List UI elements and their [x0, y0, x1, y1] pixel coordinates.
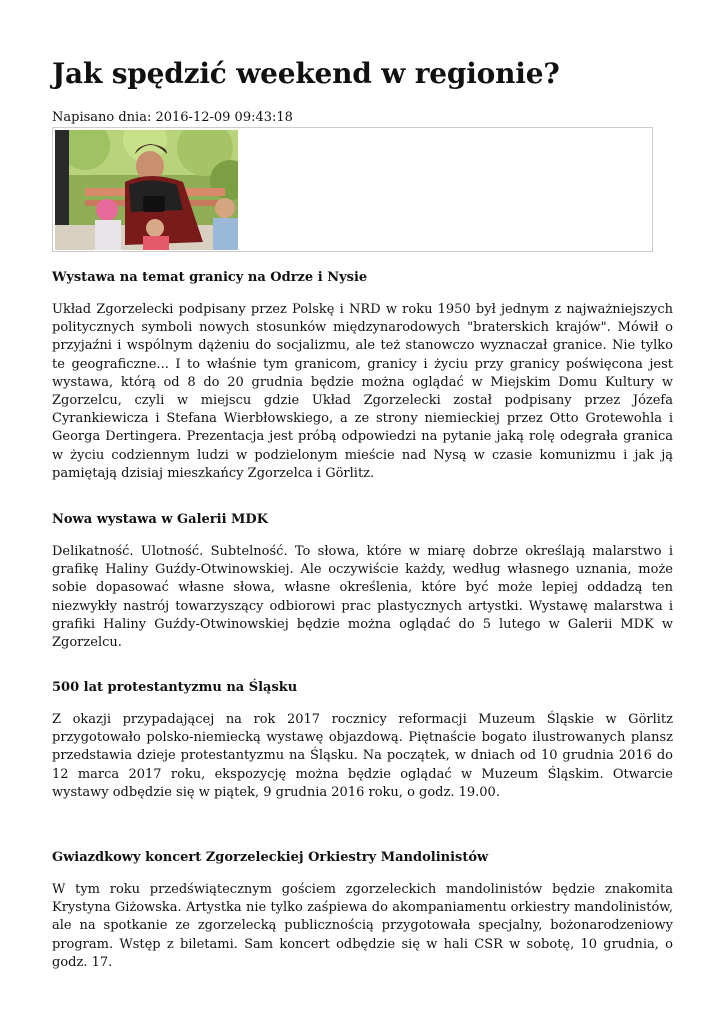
news-heading: Wystawa na temat granicy na Odrze i Nysie	[52, 270, 368, 285]
news-heading: Gwiazdkowy koncert Zgorzeleckiej Orkiestry Mandolinistów	[52, 850, 489, 865]
news-body: Delikatność. Ulotność. Subtelność. To słowa, które w miarę dobrze określają malarstwo i grafikę Haliny Guźdy-Otwinowskiej. Ale oczywiście każdy, według własnego uznania, może sobie dopasować własne słowa, własne określenia, które być może lepiej oddadzą ten niezwykły nastrój towarzyszący odbiorowi prac plastycznych artystki. Wystawę malarstwa i grafiki Haliny Guźdy-Otwinowskiej będzie można oglądać do 5 lutego w Galerii MDK w Zgorzelcu.	[52, 544, 673, 651]
news-body: Z okazji przypadającej na rok 2017 rocznicy reformacji Muzeum Śląskie w Görlitz przygotowało polsko-niemiecką wystawę objazdową. Piętnaście bogato ilustrowanych plansz przedstawia dzieje protestantyzmu na Śląsku. Na początek, w dniach od 10 grudnia 2016 do 12 marca 2017 roku, ekspozycję można będzie oglądać w Muzeum Śląskim. Otwarcie wystawy odbędzie się w piątek, 9 grudnia 2016 roku, o godz. 19.00.	[52, 712, 673, 800]
news-heading: 500 lat protestantyzmu na Śląsku	[52, 680, 298, 695]
news-heading: Nowa wystawa w Galerii MDK	[52, 512, 268, 527]
article-photo	[55, 130, 238, 250]
news-item	[52, 849, 673, 972]
news-body: W tym roku przedświątecznym gościem zgorzeleckich mandolinistów będzie znakomita Krystyna Giżowska. Artystka nie tylko zaśpiewa do akompaniamentu orkiestry mandolinistów, ale na spotkanie ze zgorzelecką publicznością przygotowała specjalny, bożonarodzeniowy program. Wstęp z biletami. Sam koncert odbędzie się w hali CSR w sobotę, 10 grudnia, o godz. 17.	[52, 882, 673, 970]
news-item	[52, 679, 673, 802]
news-body: Układ Zgorzelecki podpisany przez Polskę i NRD w roku 1950 był jednym z najważniejszych politycznych symboli nowych stosunków międzynarodowych "braterskich krajów". Mówił o przyjaźni i wspólnym dążeniu do socjalizmu, ale też stanowczo wyznaczał granice. Nie tylko te geograficzne... I to właśnie tym granicom, granicy i życiu przy granicy poświęcona jest wystawa, którą od 8 do 20 grudnia będzie można oglądać w Miejskim Domu Kultury w Zgorzelcu, czyli w miejscu gdzie Układ Zgorzelecki został podpisany przez Józefa Cyrankiewicza i Stefana Wierbłowskiego, a ze strony niemieckiej przez Otto Grotewohla i Georga Dertingera. Prezentacja jest próbą odpowiedzi na pytanie jaką rolę odegrała granica w życiu codziennym ludzi w podzielonym mieście nad Nysą w czasie komunizmu i jak ją pamiętają dzisiaj mieszkańcy Zgorzelca i Görlitz.	[52, 302, 673, 481]
news-item	[52, 511, 673, 652]
news-item	[52, 269, 673, 483]
article-title: Jak spędzić weekend w regionie?	[52, 57, 560, 90]
publish-date: Napisano dnia: 2016-12-09 09:43:18	[52, 110, 293, 125]
article-image-frame	[52, 127, 653, 252]
